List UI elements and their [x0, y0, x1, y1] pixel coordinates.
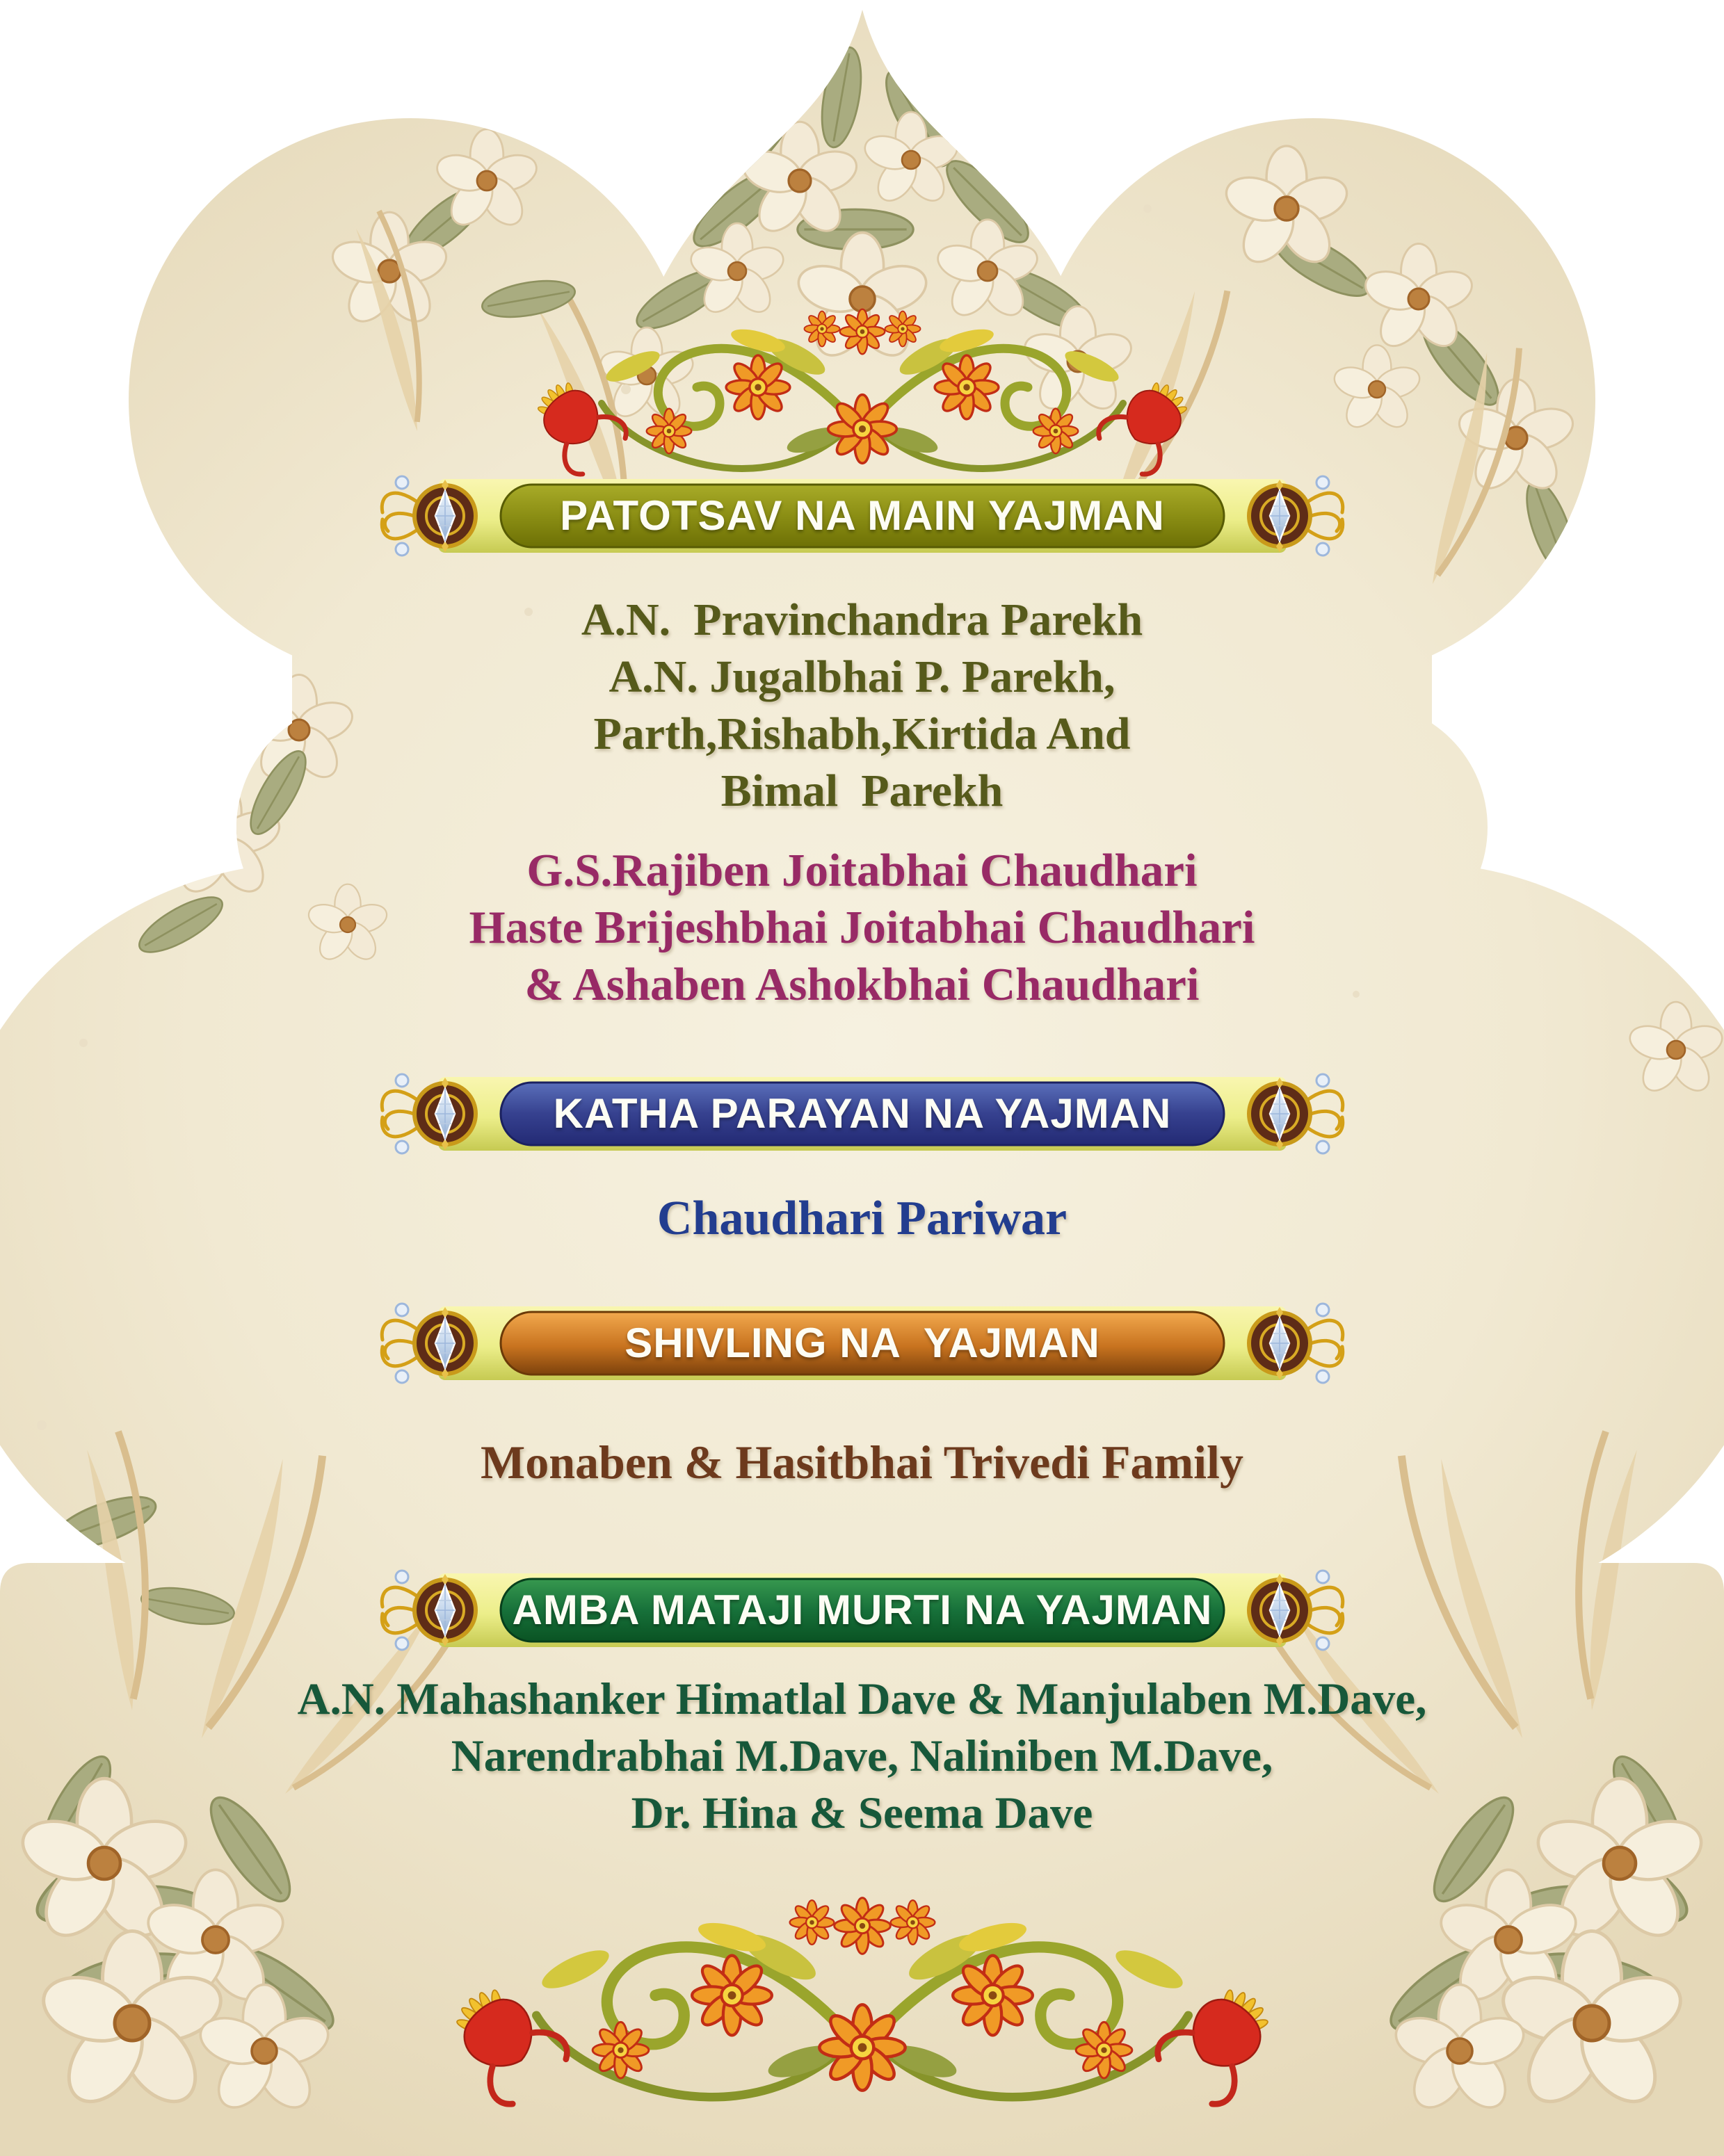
banner-title-katha: KATHA PARAYAN NA YAJMAN	[553, 1090, 1172, 1137]
chaudhari-name-line: G.S.Rajiben Joitabhai Chaudhari	[526, 845, 1198, 896]
amba-name-line: A.N. Mahashanker Himatlal Dave & Manjulaben M.Dave,	[297, 1674, 1427, 1724]
chaudhari-name-line: & Ashaben Ashokbhai Chaudhari	[524, 959, 1200, 1010]
patotsav-name-line: Parth,Rishabh,Kirtida And	[593, 708, 1131, 759]
katha-yajman-name: Chaudhari Pariwar	[656, 1192, 1068, 1245]
chaudhari-name-line: Haste Brijeshbhai Joitabhai Chaudhari	[469, 902, 1255, 953]
patotsav-name-line: A.N. Pravinchandra Parekh	[581, 594, 1143, 645]
amba-name-line: Dr. Hina & Seema Dave	[631, 1788, 1093, 1838]
patotsav-name-line: A.N. Jugalbhai P. Parekh,	[609, 651, 1115, 702]
shivling-yajman-name: Monaben & Hasitbhai Trivedi Family	[481, 1436, 1243, 1489]
banner-title-amba: AMBA MATAJI MURTI NA YAJMAN	[512, 1587, 1213, 1633]
amba-name-line: Narendrabhai M.Dave, Naliniben M.Dave,	[451, 1731, 1273, 1781]
banner-title-shivling: SHIVLING NA YAJMAN	[625, 1320, 1100, 1366]
banner-title-patotsav: PATOTSAV NA MAIN YAJMAN	[560, 492, 1165, 539]
patotsav-name-line: Bimal Parekh	[720, 765, 1004, 816]
